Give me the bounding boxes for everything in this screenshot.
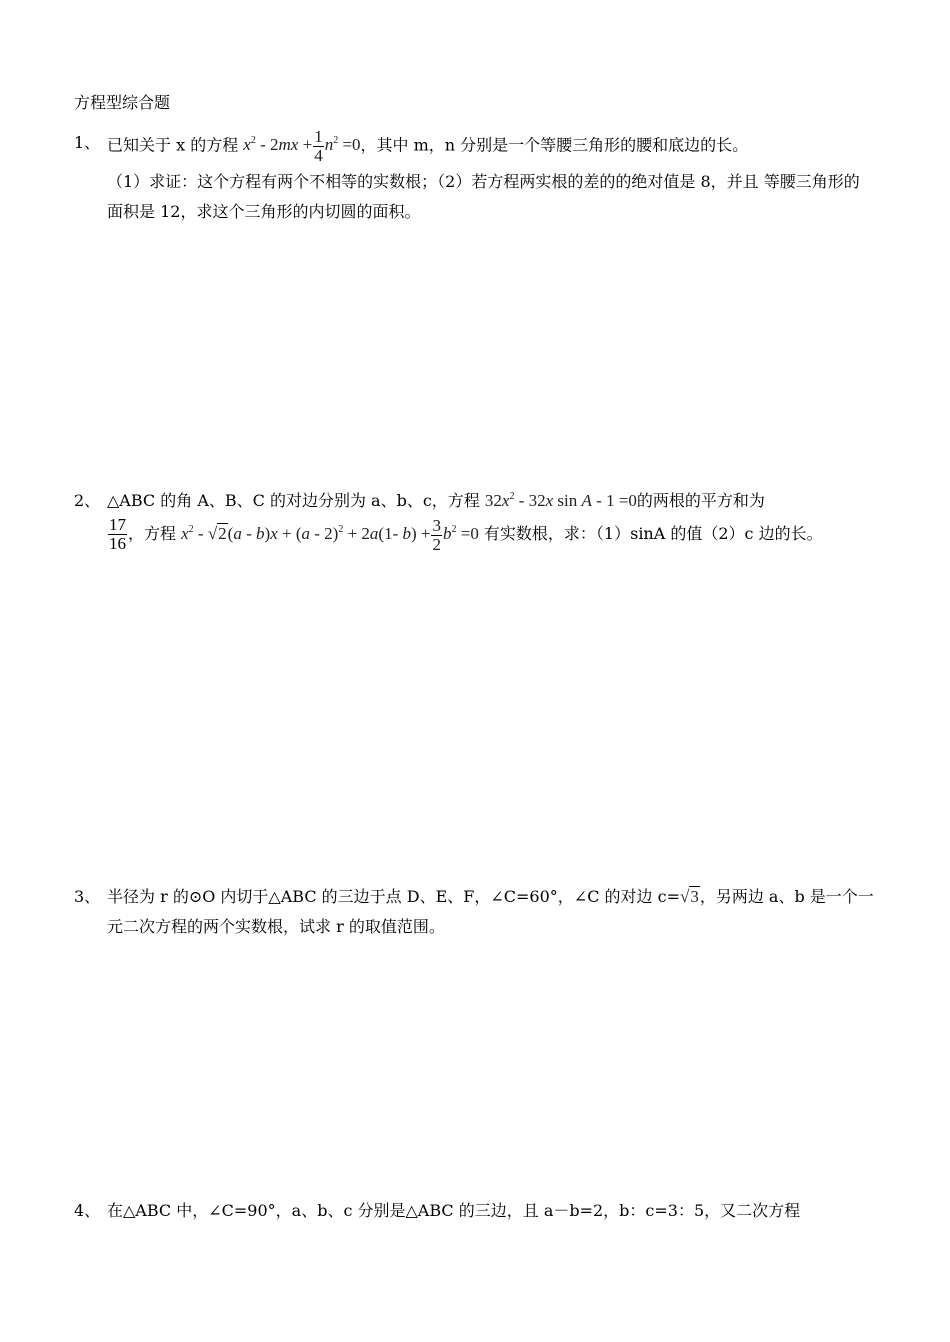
problem-2: [74, 486, 874, 554]
fraction: $\frac{17}{16}$: [109, 515, 126, 553]
problem-4: [74, 1196, 874, 1226]
problem-1: [74, 128, 874, 227]
problem-body: [107, 1196, 874, 1226]
problem-text: ，另两边 a、b 是一个一元二次方程的两个实数根，试求 r 的取值范围。: [107, 887, 874, 936]
problem-text: 有实数根，求：（1）sinA 的值（2）c 边的长。: [483, 524, 823, 543]
problem-body: [107, 128, 874, 227]
problem-body: [107, 486, 874, 554]
equation: $32x^2 - 32x$ sin A - 1 =0: [484, 491, 637, 510]
problem-number: 2、: [74, 491, 101, 510]
problem-text: 的两根的平方和为: [636, 491, 765, 510]
fraction: $\frac{3}{2}$: [432, 515, 441, 554]
problem-text: ，方程: [128, 524, 177, 543]
problem-subquestions: （1）求证：这个方程有两个不相等的实数根；（2）若方程两实根的差的的绝对值是 8，并且 等腰三角形的面积是 12，求这个三角形的内切圆的面积。: [107, 172, 860, 221]
problem-text: 在△ABC 中，∠C=90°，a、b、c 分别是△ABC 的三边，且 a－b=2，b：c=3：5，又二次方程: [107, 1201, 801, 1220]
problem-text: ，其中 m，n 分别是一个等腰三角形的腰和底边的长。: [360, 135, 749, 155]
problem-number: 1、: [74, 133, 101, 152]
problem-body: [107, 882, 874, 942]
page-title: 方程型综合题: [74, 93, 171, 112]
equation: $x^2 - √2(a - b)x + (a - 2)^2 + 2a(1-$ b) + $\frac{3}{2}$ $b^2 =0$: [181, 515, 479, 554]
fraction: $\frac{1}{4}$: [314, 127, 323, 165]
problem-text: 已知关于 x 的方程: [107, 135, 239, 155]
sqrt-3: √3: [679, 887, 699, 906]
problem-3: [74, 882, 874, 942]
problem-number: 3、: [74, 887, 101, 906]
problem-number: 4、: [74, 1201, 101, 1220]
problem-text: 半径为 r 的⊙O 内切于△ABC 的三边于点 D、E、F，∠C=60°，∠C 的对边 c=: [107, 887, 680, 906]
equation: $x^2 - 2mx$ + $\frac{1}{4}$ $n^2 =0$: [243, 127, 361, 165]
problem-text: △ABC 的角 A、B、C 的对边分别为 a、b、c，方程: [107, 491, 480, 510]
